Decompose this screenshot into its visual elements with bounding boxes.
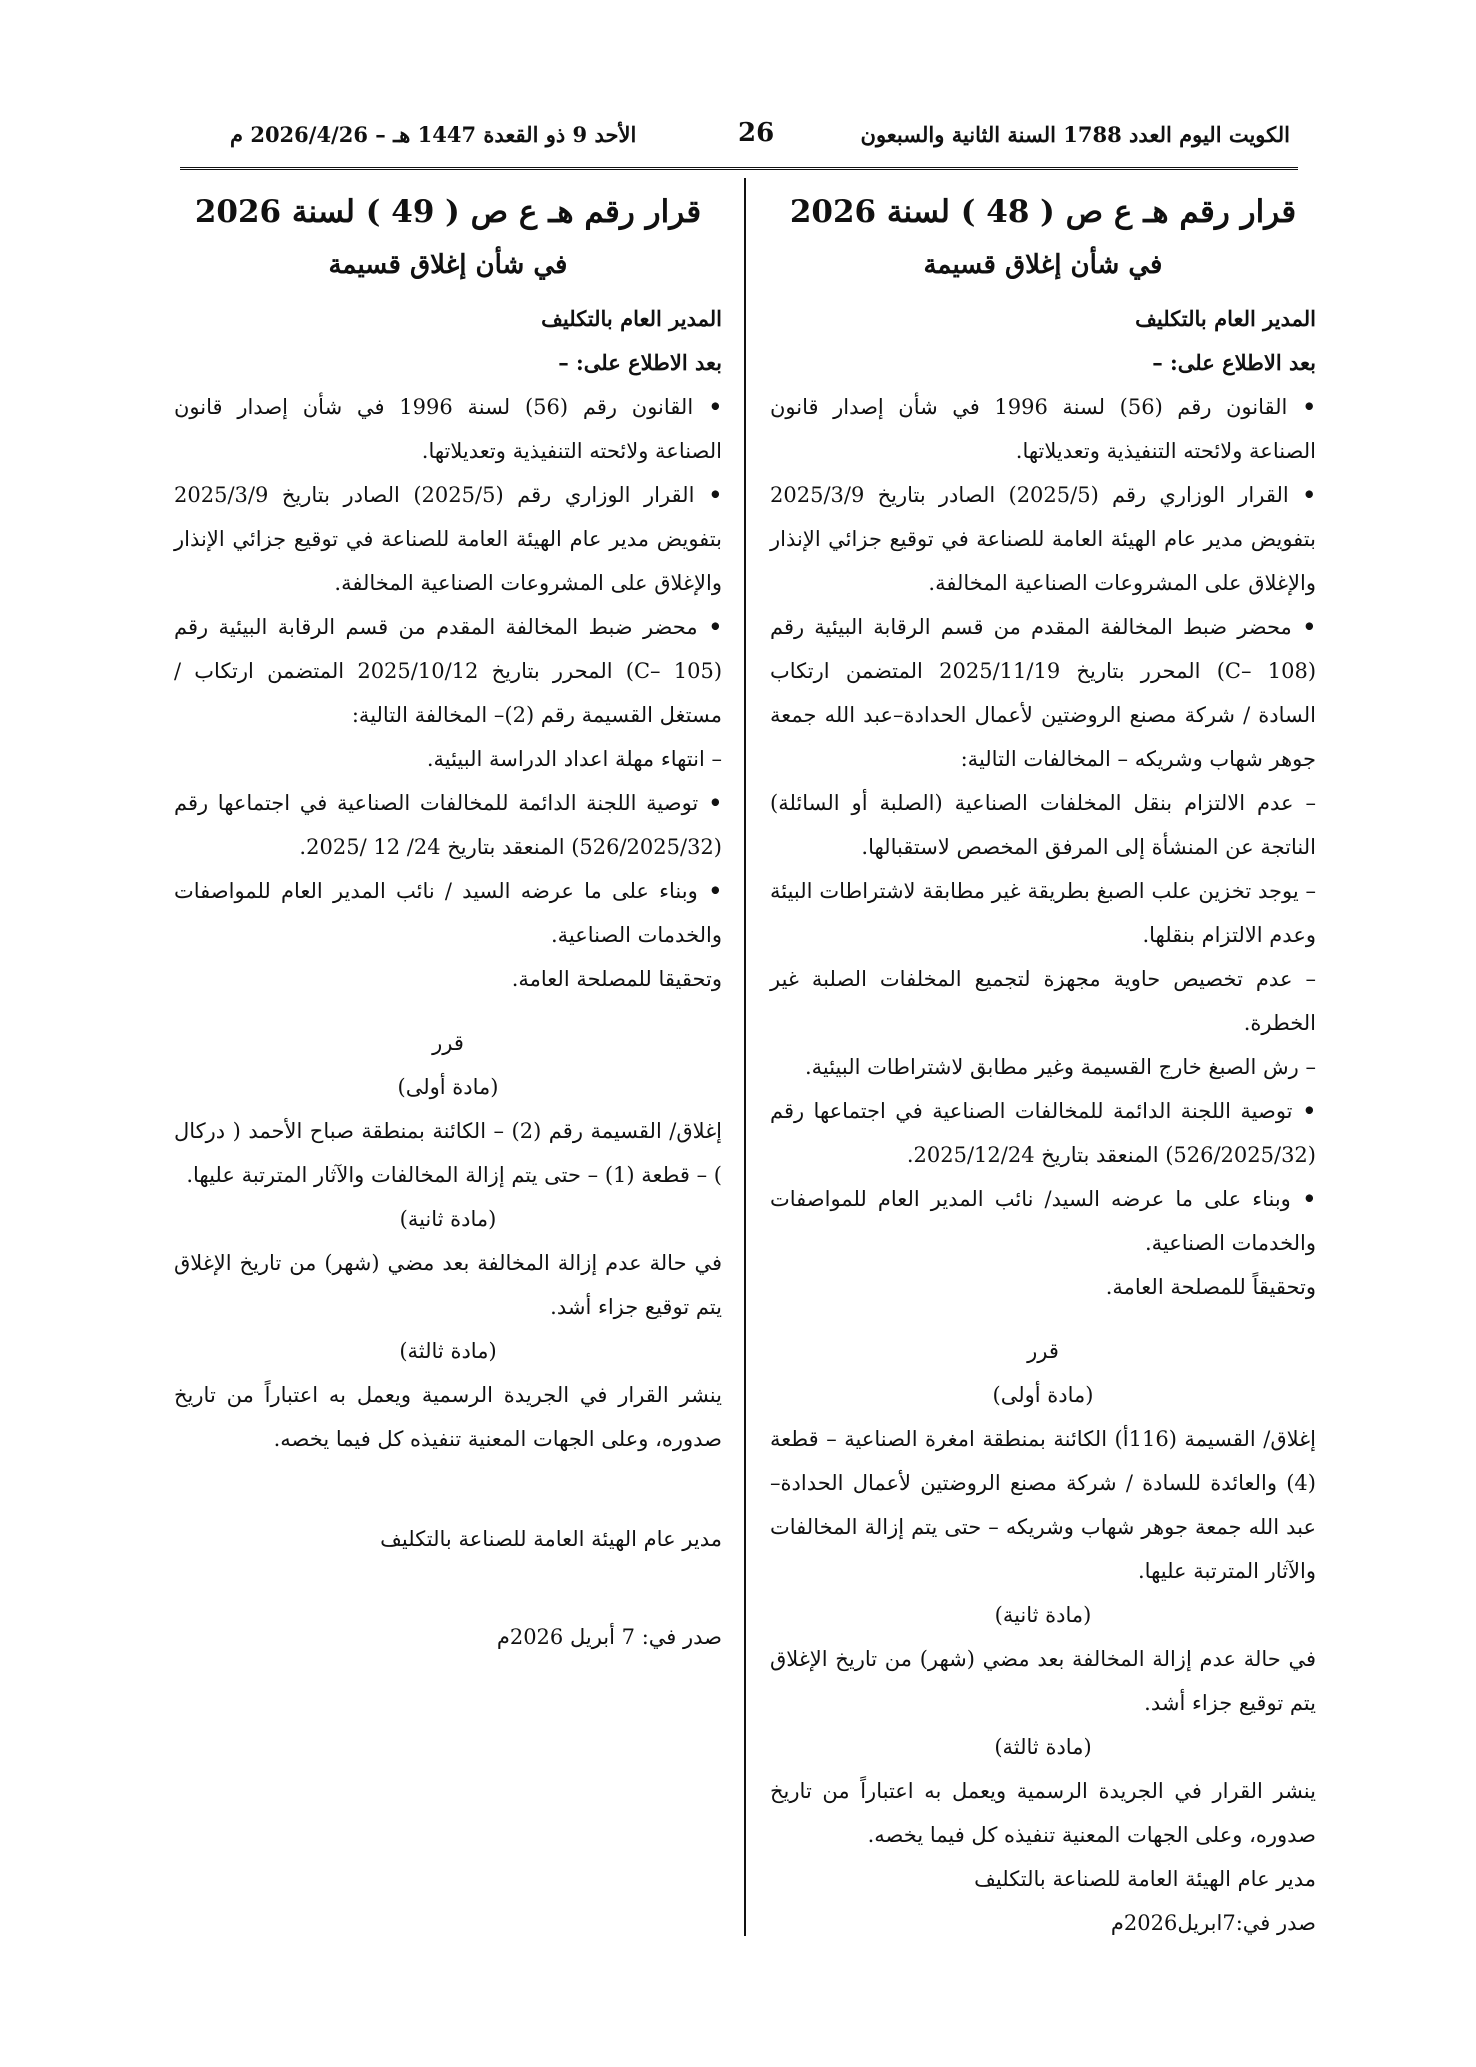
article-2-text: في حالة عدم إزالة المخالفة بعد مضي (شهر) من تاريخ الإغلاق يتم توقيع جزاء أشد. — [770, 1647, 1316, 1715]
issue-info: الكويت اليوم العدد 1788 السنة الثانية والسبعون — [860, 122, 1290, 147]
article-3-heading: (مادة ثالثة) — [994, 1735, 1092, 1759]
decision-subject: في شأن إغلاق قسيمة — [923, 250, 1163, 280]
article-2-heading: (مادة ثانية) — [399, 1207, 497, 1231]
after-review-line: بعد الاطلاع على: – — [1152, 350, 1316, 375]
director-line: المدير العام بالتكليف — [1135, 306, 1316, 331]
preamble-item: • القانون رقم (56) لسنة 1996 في شأن إصدار قانون الصناعة ولائحته التنفيذية وتعديلاتها. — [770, 394, 1316, 463]
decision-title: قرار رقم هـ ع ص ( 48 ) لسنة 2026 — [789, 194, 1297, 230]
article-2-text: في حالة عدم إزالة المخالفة بعد مضي (شهر) من تاريخ الإغلاق يتم توقيع جزاء أشد. — [174, 1251, 722, 1319]
preamble-item: • محضر ضبط المخالفة المقدم من قسم الرقابة البيئية رقم (C– 105) المحرر بتاريخ 2025/10/12 المتضمن ارتكاب / مستغل القسيمة رقم (2)– المخالفة التالية: — [174, 614, 723, 727]
preamble-item: • محضر ضبط المخالفة المقدم من قسم الرقابة البيئية رقم (C– 108) المحرر بتاريخ 2025/11/19 المتضمن ارتكاب السادة / شركة مصنع الروضتين لأعمال الحدادة–عبد الله جمعة جوهر شهاب وشريكه – المخالفات التالية: — [770, 614, 1317, 771]
decision-48-column — [770, 185, 1316, 1945]
issue-date: الأحد 9 ذو القعدة 1447 هـ – 2026/4/26 م — [230, 122, 637, 147]
issued-date: صدر في:7ابريل2026م — [1110, 1911, 1316, 1935]
signature-line: مدير عام الهيئة العامة للصناعة بالتكليف — [974, 1867, 1316, 1891]
violation-item: – عدم تخصيص حاوية مجهزة لتجميع المخلفات الصلبة غير الخطرة. — [770, 967, 1316, 1035]
public-interest-line: وتحقيقا للمصلحة العامة. — [511, 967, 722, 991]
preamble-item: • القانون رقم (56) لسنة 1996 في شأن إصدار قانون الصناعة ولائحته التنفيذية وتعديلاتها. — [174, 394, 722, 463]
preamble-item: • توصية اللجنة الدائمة للمخالفات الصناعية في اجتماعها رقم (526/2025/32) المنعقد بتاريخ 24/ 12 /2025. — [174, 790, 722, 859]
column-divider — [744, 178, 746, 1936]
header-rule — [180, 167, 1298, 170]
preamble-item: • القرار الوزاري رقم (2025/5) الصادر بتاريخ 2025/3/9 بتفويض مدير عام الهيئة العامة للصناعة في توقيع جزائي الإنذار والإغلاق على المشروعات الصناعية المخالفة. — [770, 482, 1316, 595]
signature-line: مدير عام الهيئة العامة للصناعة بالتكليف — [380, 1527, 722, 1551]
preamble-item: • وبناء على ما عرضه السيد/ نائب المدير العام للمواصفات والخدمات الصناعية. — [770, 1186, 1316, 1255]
issued-date: صدر في: 7 أبريل 2026م — [496, 1625, 722, 1649]
violation-item: – يوجد تخزين علب الصبغ بطريقة غير مطابقة لاشتراطات البيئة وعدم الالتزام بنقلها. — [770, 879, 1316, 947]
preamble-item: • توصية اللجنة الدائمة للمخالفات الصناعية في اجتماعها رقم (526/2025/32) المنعقد بتاريخ 2025/12/24. — [770, 1098, 1316, 1167]
decided-heading: قرر — [1027, 1339, 1059, 1363]
decision-subject: في شأن إغلاق قسيمة — [328, 250, 568, 280]
article-3-text: ينشر القرار في الجريدة الرسمية ويعمل به اعتباراً من تاريخ صدوره، وعلى الجهات المعنية تنفيذه كل فيما يخصه. — [770, 1779, 1316, 1847]
decided-heading: قرر — [432, 1031, 464, 1055]
violation-item: – رش الصبغ خارج القسيمة وغير مطابق لاشتراطات البيئية. — [804, 1055, 1316, 1079]
director-line: المدير العام بالتكليف — [541, 306, 722, 331]
preamble-item: • وبناء على ما عرضه السيد / نائب المدير العام للمواصفات والخدمات الصناعية. — [174, 878, 723, 947]
article-1-text: إغلاق/ القسيمة رقم (2) – الكائنة بمنطقة صباح الأحمد ( دركال ) – قطعة (1) – حتى يتم إزالة المخالفات والآثار المترتبة عليها. — [174, 1119, 723, 1187]
after-review-line: بعد الاطلاع على: – — [558, 350, 722, 375]
decision-49-column — [174, 185, 722, 1659]
article-1-heading: (مادة أولى) — [397, 1075, 499, 1099]
gazette-header — [180, 118, 1298, 158]
article-1-heading: (مادة أولى) — [992, 1383, 1094, 1407]
article-3-text: ينشر القرار في الجريدة الرسمية ويعمل به اعتباراً من تاريخ صدوره، وعلى الجهات المعنية تنفيذه كل فيما يخصه. — [174, 1383, 722, 1451]
preamble-item: • القرار الوزاري رقم (2025/5) الصادر بتاريخ 2025/3/9 بتفويض مدير عام الهيئة العامة للصناعة في توقيع جزائي الإنذار والإغلاق على المشروعات الصناعية المخالفة. — [174, 482, 722, 595]
decision-title: قرار رقم هـ ع ص ( 49 ) لسنة 2026 — [194, 194, 702, 230]
article-3-heading: (مادة ثالثة) — [399, 1339, 497, 1363]
article-2-heading: (مادة ثانية) — [994, 1603, 1092, 1627]
public-interest-line: وتحقيقاً للمصلحة العامة. — [1105, 1275, 1316, 1299]
violation-item: – انتهاء مهلة اعداد الدراسة البيئية. — [426, 747, 722, 771]
article-1-text: إغلاق/ القسيمة (116أ) الكائنة بمنطقة امغرة الصناعية – قطعة (4) والعائدة للسادة / شركة مصنع الروضتين لأعمال الحدادة–عبد الله جمعة جوهر شهاب وشريكه – حتى يتم إزالة المخالفات والآثار المترتبة عليها. — [770, 1427, 1316, 1583]
violation-item: – عدم الالتزام بنقل المخلفات الصناعية (الصلبة أو السائلة) الناتجة عن المنشأة إلى المرفق المخصص لاستقبالها. — [770, 791, 1316, 859]
page-number: 26 — [738, 118, 775, 148]
